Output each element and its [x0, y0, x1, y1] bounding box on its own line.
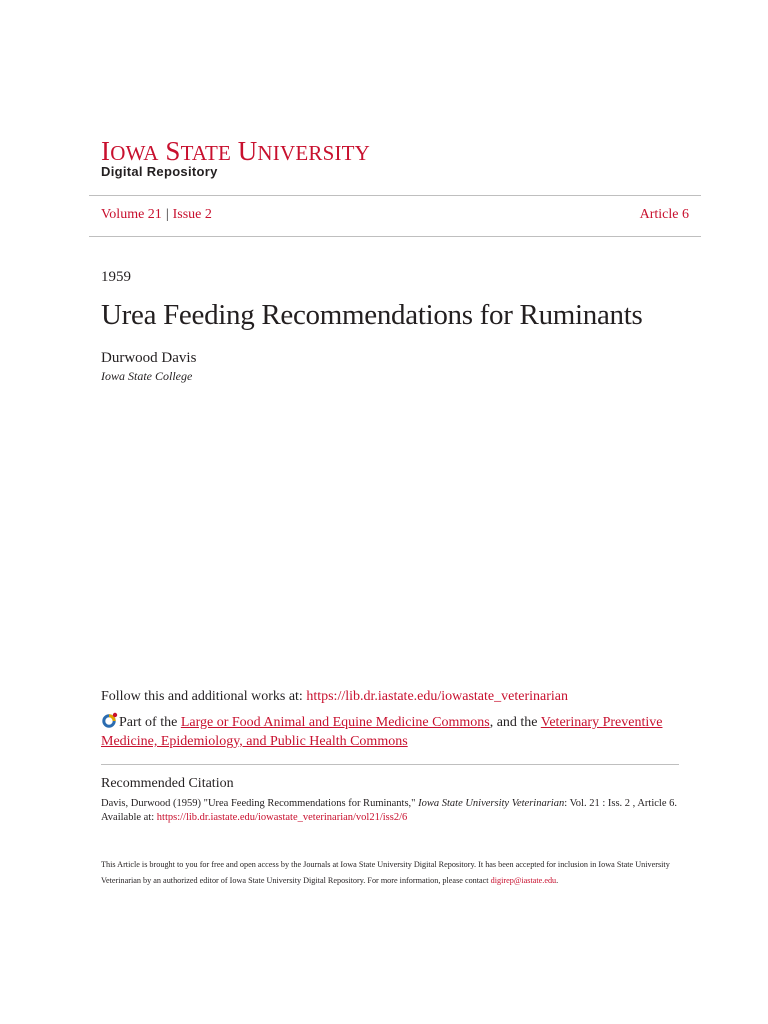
article-title: Urea Feeding Recommendations for Ruminants: [101, 299, 643, 331]
repository-name: Digital Repository: [101, 164, 218, 179]
follow-line: [101, 688, 568, 706]
header-divider-bottom: [89, 236, 701, 237]
volume-link[interactable]: Volume 21: [101, 207, 162, 222]
author-name: Durwood Davis: [101, 350, 197, 366]
citation-url-link[interactable]: https://lib.dr.iastate.edu/iowastate_veterinarian/vol21/iss2/6: [156, 812, 408, 823]
contact-email-link[interactable]: digirep@iastate.edu: [490, 876, 557, 885]
issue-link[interactable]: Issue 2: [172, 207, 212, 222]
part-of-line: [101, 712, 681, 751]
issue-bar: [101, 206, 689, 224]
article-link[interactable]: Article 6: [639, 207, 689, 222]
issue-separator: |: [165, 207, 169, 222]
citation-heading: Recommended Citation: [101, 776, 234, 791]
network-commons-icon: [101, 712, 119, 728]
header-divider-top: [89, 195, 701, 196]
commons-link-veterinary-preventive[interactable]: Veterinary Preventive Medicine, Epidemiology, and Public Health Commons: [101, 715, 663, 749]
and-the-text: , and the: [489, 715, 541, 730]
access-note-period: .: [556, 876, 559, 885]
citation-start: Davis, Durwood (1959) "Urea Feeding Recommendations for Ruminants,": [101, 798, 419, 809]
author-affiliation: Iowa State College: [101, 369, 193, 383]
available-at-label: Available at:: [101, 812, 157, 823]
access-note: [101, 857, 681, 889]
university-logo: IOWA STATE UNIVERSITY: [101, 136, 371, 166]
collection-link[interactable]: https://lib.dr.iastate.edu/iowastate_veterinarian: [306, 689, 568, 704]
part-of-text: Part of the: [119, 715, 181, 730]
commons-link-large-animal[interactable]: Large or Food Animal and Equine Medicine Commons: [180, 715, 490, 730]
citation-journal: Iowa State University Veterinarian: [418, 798, 565, 809]
citation-divider: [101, 764, 679, 765]
access-note-text: This Article is brought to you for free and open access by the Journals at Iowa State University Digital Repository. It has been accepted for inclusion in Iowa State University Veterinarian by an authorized editor of Iowa State University Digital Repository. For more information, please contact: [101, 860, 670, 885]
citation-text: [101, 797, 681, 825]
citation-end: : Vol. 21 : Iss. 2 , Article 6.: [564, 798, 678, 809]
publication-year: 1959: [101, 269, 131, 285]
follow-text: Follow this and additional works at:: [101, 689, 307, 704]
